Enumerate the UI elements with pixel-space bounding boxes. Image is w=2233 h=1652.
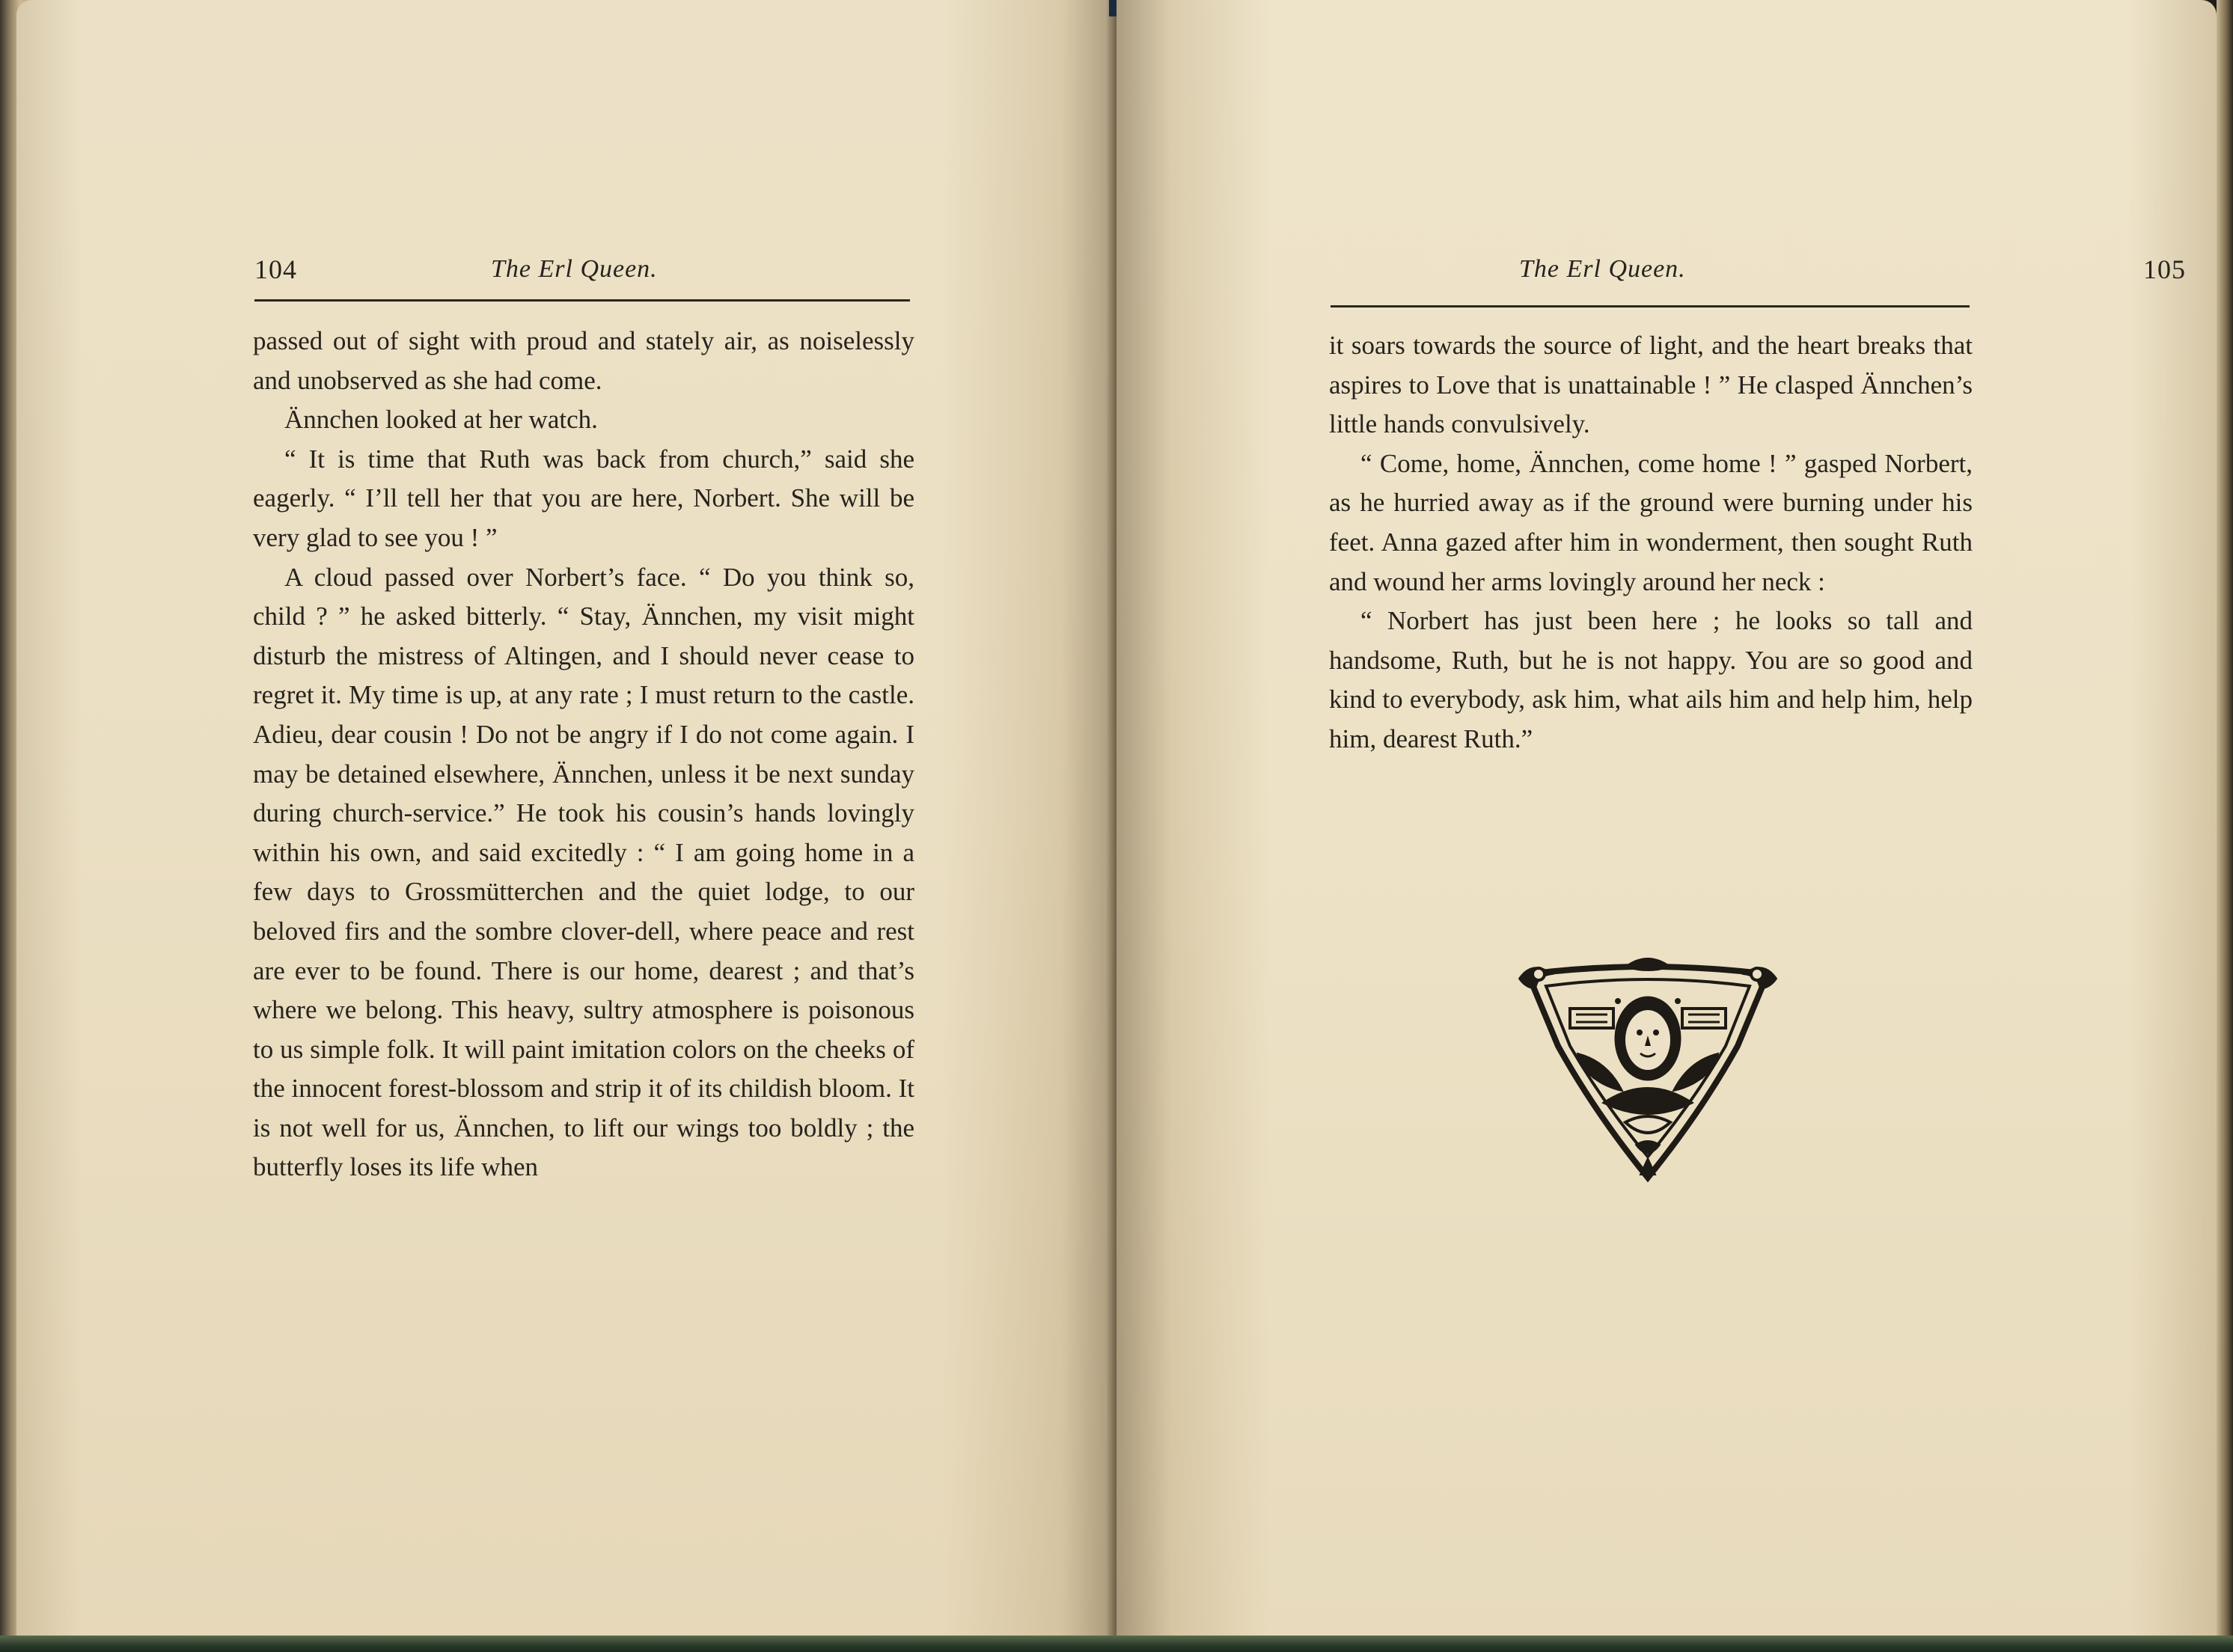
header-rule-right <box>1331 305 1970 308</box>
right-page-header <box>1329 247 2186 292</box>
paragraph: “ It is time that Ruth was back from church,” said she eagerly. “ I’ll tell her that you are here, Norbert. She will be very glad to see you ! ” <box>253 444 914 552</box>
paragraph: “ Norbert has just been here ; he looks so tall and handsome, Ruth, but he is not happy. You are so good and kind to everybody, ask him, what ails him and help him, help him, dearest Ruth.” <box>1329 606 1973 753</box>
book-edge-right <box>2217 0 2233 1652</box>
left-page <box>16 0 1116 1639</box>
paragraph: passed out of sight with proud and stately air, as noiselessly and unobserved as she had come. <box>253 326 914 395</box>
right-page <box>1116 0 2217 1639</box>
header-rule-left <box>254 299 910 302</box>
running-title-left: The Erl Queen. <box>491 255 658 283</box>
left-page-body <box>253 322 914 1187</box>
right-page-body <box>1329 326 1973 759</box>
book-edge-bottom <box>0 1636 2233 1652</box>
left-page-header <box>254 247 913 292</box>
paragraph: Ännchen looked at her watch. <box>284 405 598 435</box>
paragraph: “ Come, home, Ännchen, come home ! ” gasped Norbert, as he hurried away as if the ground were burning under his feet. Anna gazed after him in wonderment, then sought Ruth and wound her arms lovingly around her neck : <box>1329 448 1973 596</box>
page-number-right: 105 <box>2143 254 2186 284</box>
paragraph: A cloud passed over Norbert’s face. “ Do you think so, child ? ” he asked bitterly. “ Stay, Ännchen, my visit might disturb the mistress of Altingen, and I should never cease to regret it. My time is up, at any rate ; I must return to the castle. Adieu, dear cousin ! Do not be angry if I do not come again. I may be detained elsewhere, Ännchen, unless it be next sunday during church-service.” He took his cousin’s hands lovingly within his own, and said excitedly : “ I am going home in a few days to Grossmütterchen and the quiet lodge, to our beloved firs and the sombre clover-dell, where peace and rest are ever to be found. There is our home, dearest ; and that’s where we belong. This heavy, sultry atmosphere is poisonous to us simple folk. It will paint imitation colors on the cheeks of the innocent forest-blossom and strip it of its childish bloom. It is not well for us, Ännchen, to lift our wings too boldly ; the butterfly loses its life when <box>253 562 914 1182</box>
paragraph: it soars towards the source of light, and the heart breaks that aspires to Love that is unattainable ! ” He clasped Ännchen’s little hands convulsively. <box>1329 331 1973 439</box>
page-number-left: 104 <box>254 254 297 284</box>
running-title-right: The Erl Queen. <box>1519 255 1686 283</box>
tailpiece-ornament-icon <box>1513 956 1783 1188</box>
